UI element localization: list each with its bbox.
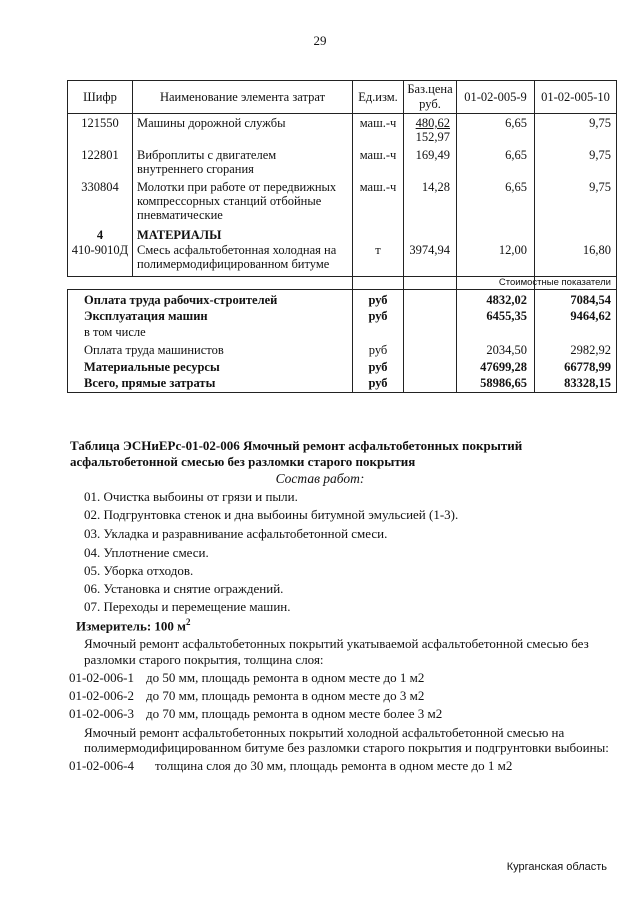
summary-label: Эксплуатация машин [84,309,208,323]
list-item: 05. Уборка отходов. [84,563,194,578]
row-value-1: 12,00 [498,243,527,257]
summary-value-1: 47699,28 [480,360,527,374]
row-code: 410-9010Д [71,243,129,257]
summary-value-1: 58986,65 [480,376,527,390]
row-value-2: 9,75 [589,180,611,194]
row-name-line-3: пневматические [137,208,223,222]
row-value-2: 16,80 [582,243,611,257]
summary-value-2: 7084,54 [570,293,611,307]
description-1-line-1: Ямочный ремонт асфальтобетонных покрытий укатываемой асфальтобетонной смесью без [84,636,589,651]
norm-code: 01-02-006-2 [69,688,134,703]
list-item: 07. Переходы и перемещение машин. [84,599,291,614]
description-2-line-2: полимермодифицированном битуме без разломки старого покрытия и подгрунтовки выбоины: [84,740,609,755]
row-unit: маш.-ч [359,116,397,130]
row-value-1: 6,65 [505,180,527,194]
list-item: 06. Установка и снятие ограждений. [84,581,284,596]
row-name-line-2: полимермодифицированном битуме [137,257,330,271]
row-unit: маш.-ч [359,180,397,194]
measurement-unit-text: Измеритель: 100 м [76,618,187,634]
summary-left-rule [67,289,68,392]
list-item: 04. Уплотнение смеси. [84,545,209,560]
row-unit: т [375,243,381,257]
summary-label: Оплата труда рабочих-строителей [84,293,278,307]
table-caption-line-1: Таблица ЭСНиЕРс-01-02-006 Ямочный ремонт асфальтобетонных покрытий [70,438,523,453]
row-name-line-1: Виброплиты с двигателем [137,148,277,162]
row-value-2: 9,75 [589,116,611,130]
row-code: 330804 [81,180,119,194]
norm-text: толщина слоя до 30 мм, площадь ремонта в одном месте до 1 м2 [155,758,513,773]
summary-label: в том числе [84,325,146,339]
summary-unit: руб [368,309,388,323]
header-col1: 01-02-005-9 [464,90,527,104]
row-name-line-2: компрессорных станций отбойные [137,194,322,208]
norm-code: 01-02-006-1 [69,670,134,685]
list-item: 02. Подгрунтовка стенок и дна выбоины битумной эмульсией (1-3). [84,507,459,522]
row-name-line-2: внутреннего сгорания [137,162,254,176]
section-title: МАТЕРИАЛЫ [137,228,222,242]
table-bottom-rule [67,392,617,393]
header-price-line2: руб. [419,97,441,111]
summary-unit: руб [368,293,388,307]
row-price-secondary: 152,97 [415,130,450,144]
works-title: Состав работ: [275,471,365,486]
measurement-unit-superscript: 2 [186,617,191,627]
measurement-unit [76,617,191,634]
section-number: 4 [96,228,104,242]
summary-value-2: 66778,99 [564,360,611,374]
norm-text: до 70 мм, площадь ремонта в одном месте до 3 м2 [146,688,425,703]
norm-code: 01-02-006-3 [69,706,134,721]
norm-text: до 50 мм, площадь ремонта в одном месте до 1 м2 [146,670,425,685]
page-number: 29 [313,33,327,48]
summary-value-1: 6455,35 [486,309,527,323]
footer-region: Курганская область [506,861,607,873]
summary-value-1: 2034,50 [486,343,527,357]
header-name: Наименование элемента затрат [159,90,326,104]
col-rule-1 [132,80,133,277]
col-rule-6 [616,80,617,392]
summary-value-2: 2982,92 [570,343,611,357]
row-name-line-1: Молотки при работе от передвижных [137,180,337,194]
norm-code: 01-02-006-4 [69,758,134,773]
table-caption-line-2: асфальтобетонной смесью без разломки старого покрытия [70,454,416,469]
row-name-line-1: Смесь асфальтобетонная холодная на [137,243,337,257]
row-value-1: 6,65 [505,148,527,162]
row-code: 121550 [81,116,119,130]
row-value-1: 6,65 [505,116,527,130]
list-item: 01. Очистка выбоины от грязи и пыли. [84,489,298,504]
row-price: 169,49 [415,148,450,162]
summary-value-2: 9464,62 [570,309,611,323]
summary-label: Оплата труда машинистов [84,343,224,357]
norm-text: до 70 мм, площадь ремонта в одном месте более 3 м2 [146,706,443,721]
row-unit: маш.-ч [359,148,397,162]
row-value-2: 9,75 [589,148,611,162]
summary-unit: руб [368,376,388,390]
description-1-line-2: разломки старого покрытия, толщина слоя: [84,652,324,667]
summary-label: Всего, прямые затраты [84,376,216,390]
row-code: 122801 [81,148,119,162]
summary-value-2: 83328,15 [564,376,611,390]
header-col2: 01-02-005-10 [541,90,610,104]
description-2-line-1: Ямочный ремонт асфальтобетонных покрытий холодной асфальтобетонной смесью на [84,725,565,740]
summary-label: Материальные ресурсы [84,360,220,374]
summary-unit: руб [368,343,388,357]
summary-value-1: 4832,02 [486,293,527,307]
header-unit: Ед.изм. [358,90,398,104]
cost-indicators-header: Стоимостные показатели [498,277,611,288]
header-price-line1: Баз.цена [407,82,453,96]
row-name: Машины дорожной службы [137,116,286,130]
header-code: Шифр [83,90,117,104]
row-price: 14,28 [421,180,450,194]
row-price: 3974,94 [409,243,450,257]
row-price: 480,62 [415,116,450,130]
summary-unit: руб [368,360,388,374]
list-item: 03. Укладка и разравнивание асфальтобетонной смеси. [84,526,388,541]
